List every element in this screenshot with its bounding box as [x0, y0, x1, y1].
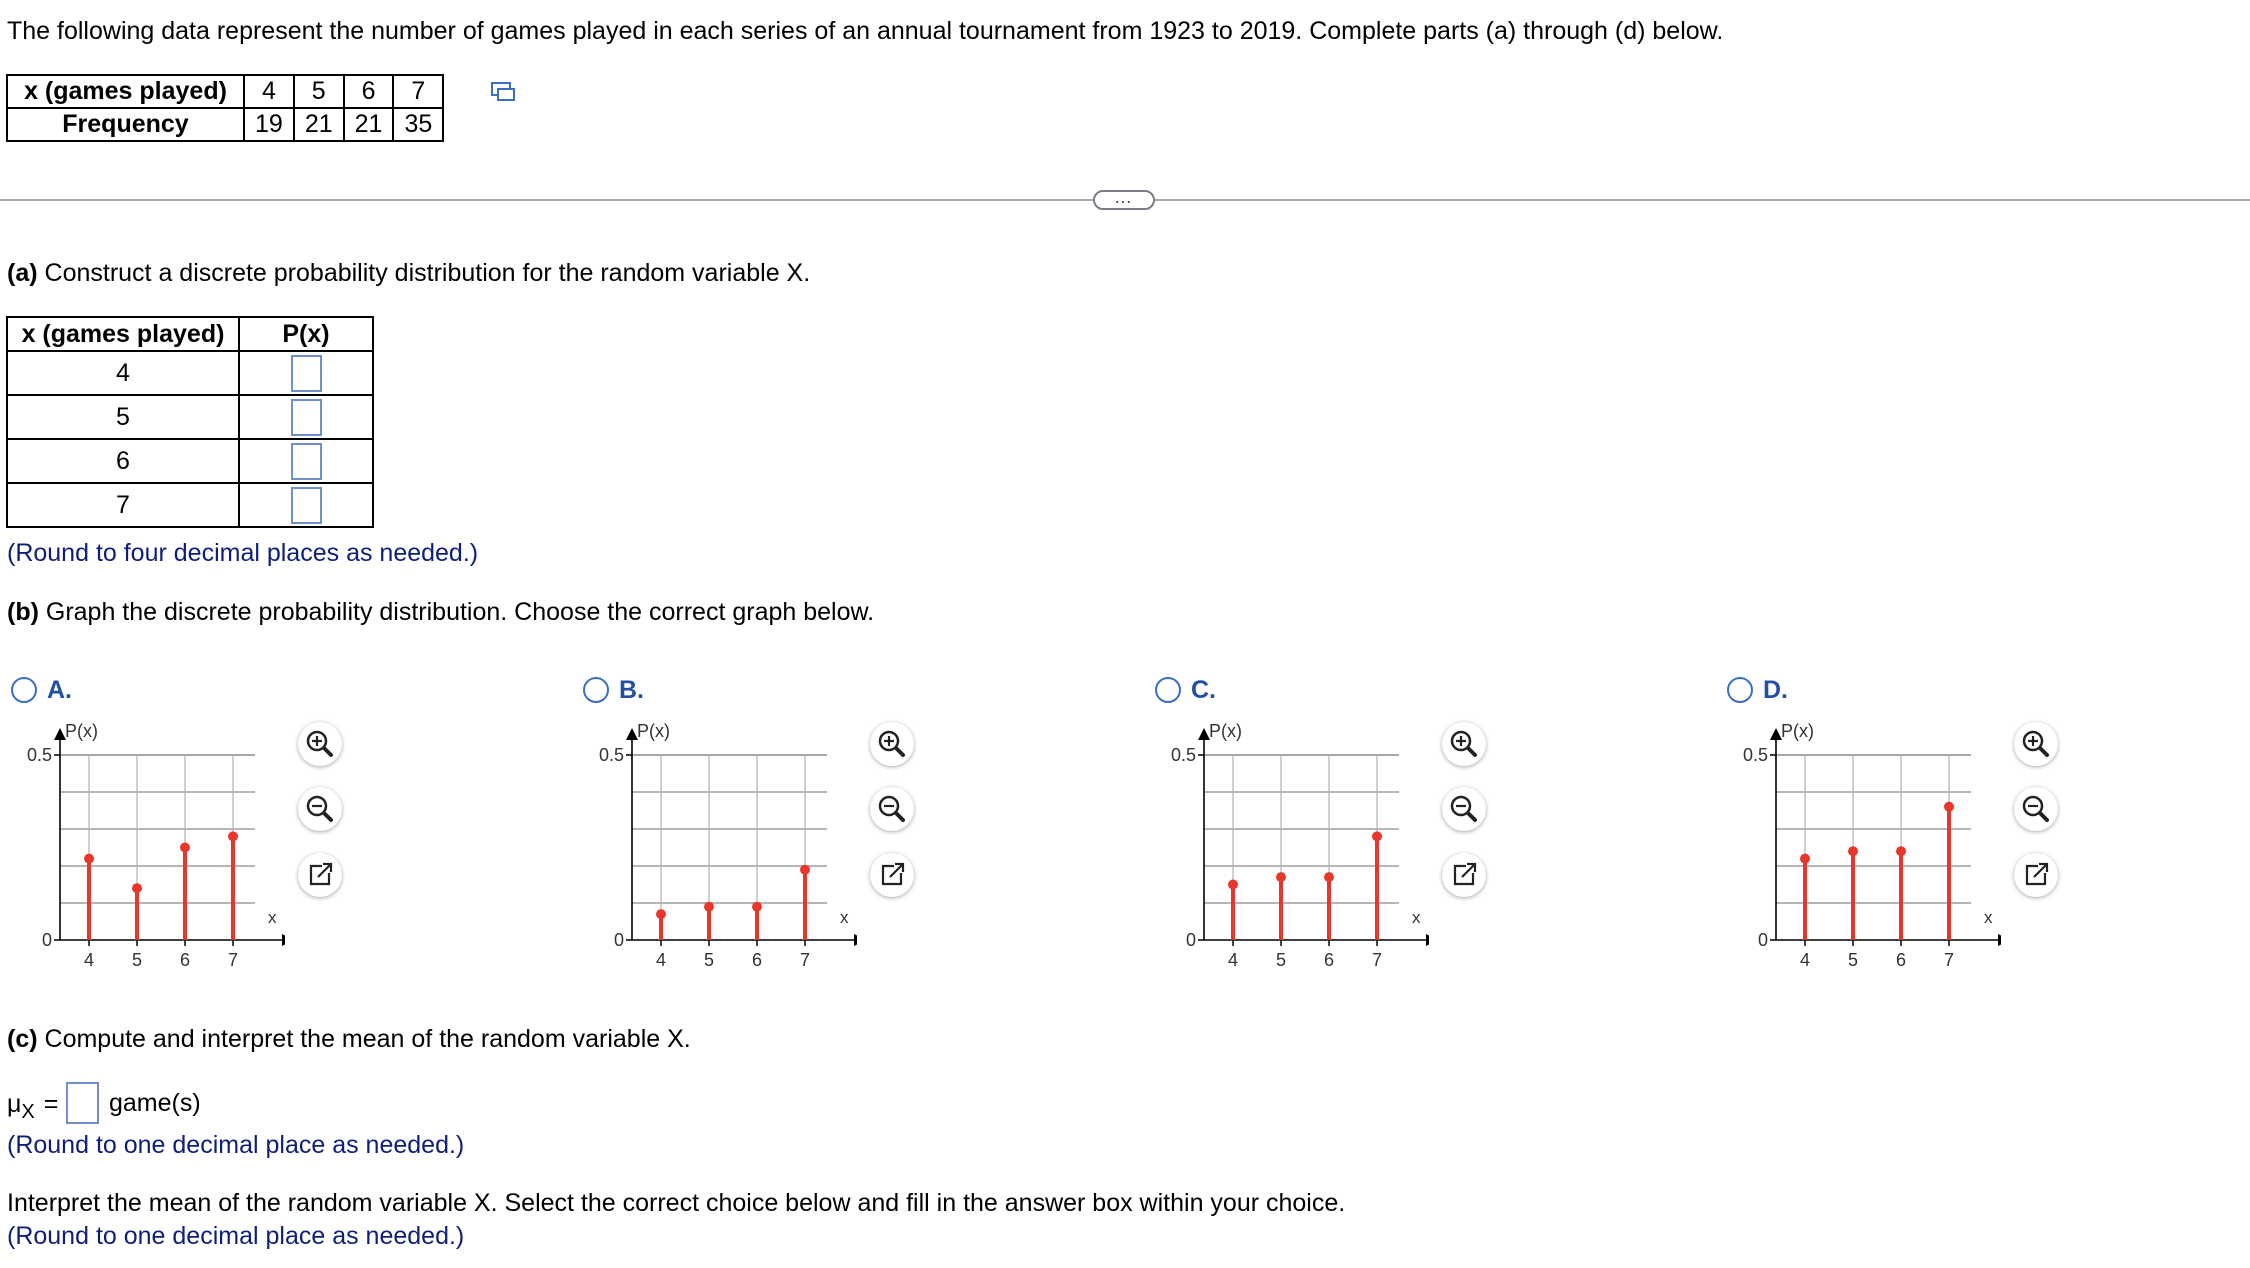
- option-label[interactable]: C.: [1191, 676, 1216, 704]
- open-in-new-window-icon-glyph: [2014, 853, 2058, 897]
- probability-graph: [15, 710, 285, 970]
- part-a-prompt: [7, 258, 810, 288]
- col-header-px: P(x): [239, 317, 373, 351]
- zoom-in-icon[interactable]: [870, 722, 914, 766]
- probability-point: [1324, 872, 1334, 882]
- option-label[interactable]: B.: [619, 676, 644, 704]
- part-a-text: Construct a discrete probability distribution for the random variable X.: [44, 259, 811, 287]
- x-tick-label: 7: [799, 950, 811, 970]
- x-value: 6: [344, 75, 394, 108]
- probability-point: [132, 883, 142, 893]
- zoom-out-icon[interactable]: [870, 787, 914, 831]
- y-tick-label: 0.5: [598, 745, 624, 765]
- x-tick-label: 6: [751, 950, 763, 970]
- x-tick-label: 4: [83, 950, 95, 970]
- open-in-new-window-icon[interactable]: [2014, 853, 2058, 897]
- magnifier-handle: [896, 813, 903, 820]
- more-button[interactable]: …: [1093, 190, 1155, 210]
- open-in-new-window-icon-glyph: [1442, 853, 1486, 897]
- copy-data-icon[interactable]: [490, 80, 516, 104]
- frequency-value: 21: [344, 108, 394, 141]
- mean-answer-input[interactable]: [66, 1082, 99, 1124]
- zoom-in-icon[interactable]: [2014, 722, 2058, 766]
- mu-subscript: X: [21, 1101, 35, 1123]
- part-b-label: (b): [7, 598, 39, 626]
- probability-point: [1944, 802, 1954, 812]
- x-tick-label: 6: [1323, 950, 1335, 970]
- px-answer-input[interactable]: [291, 399, 322, 436]
- frequency-value: 21: [294, 108, 344, 141]
- x-tick-label: 7: [1943, 950, 1955, 970]
- part-c-text: Compute and interpret the mean of the random variable X.: [44, 1025, 691, 1053]
- x-tick-label: 5: [131, 950, 143, 970]
- x-axis-arrow: [1998, 934, 2001, 946]
- x-tick-label: 4: [655, 950, 667, 970]
- y-tick-label: 0: [613, 930, 624, 950]
- zoom-in-icon[interactable]: [1442, 722, 1486, 766]
- rounding-note-a: (Round to four decimal places as needed.): [7, 539, 479, 567]
- y-tick-label: 0.5: [1742, 745, 1768, 765]
- interpret-prompt: Interpret the mean of the random variable X. Select the correct choice below and fill in the answer box within your choice.: [7, 1189, 1346, 1217]
- row-label-x: x (games played): [7, 75, 244, 108]
- part-b-prompt: [7, 597, 874, 627]
- part-b-text: Graph the discrete probability distribution. Choose the correct graph below.: [45, 598, 875, 626]
- x-value: 5: [294, 75, 344, 108]
- x-value: 4: [244, 75, 294, 108]
- part-a-label: (a): [7, 259, 38, 287]
- probability-point: [1848, 846, 1858, 856]
- x-row-value: 7: [7, 483, 239, 527]
- option-radio[interactable]: [1155, 677, 1181, 703]
- px-cell: [239, 439, 373, 483]
- y-tick-label: 0: [1757, 930, 1768, 950]
- probability-point: [1896, 846, 1906, 856]
- equals-sign: =: [43, 1090, 59, 1118]
- x-row-value: 4: [7, 351, 239, 395]
- x-tick-label: 5: [1847, 950, 1859, 970]
- zoom-out-icon[interactable]: [2014, 787, 2058, 831]
- x-tick-label: 5: [703, 950, 715, 970]
- zoom-out-icon[interactable]: [298, 787, 342, 831]
- probability-point: [180, 843, 190, 853]
- magnifier-handle: [896, 748, 903, 755]
- rounding-note-interpret: (Round to one decimal place as needed.): [7, 1222, 465, 1250]
- zoom-in-icon-glyph: [870, 722, 914, 766]
- px-answer-input[interactable]: [291, 443, 322, 480]
- zoom-in-icon[interactable]: [298, 722, 342, 766]
- probability-table: [6, 316, 374, 528]
- open-in-new-window-icon[interactable]: [870, 853, 914, 897]
- rounding-note-c: (Round to one decimal place as needed.): [7, 1131, 465, 1159]
- row-label-frequency: Frequency: [7, 108, 244, 141]
- y-tick-label: 0.5: [26, 745, 52, 765]
- open-in-new-window-icon-glyph: [870, 853, 914, 897]
- probability-point: [752, 902, 762, 912]
- probability-point: [704, 902, 714, 912]
- probability-point: [656, 909, 666, 919]
- x-row-value: 5: [7, 395, 239, 439]
- magnifier-handle: [324, 813, 331, 820]
- px-cell: [239, 351, 373, 395]
- x-axis-label: x: [1412, 908, 1421, 927]
- probability-point: [800, 865, 810, 875]
- option-label[interactable]: A.: [47, 676, 72, 704]
- col-header-x: x (games played): [7, 317, 239, 351]
- probability-point: [1228, 880, 1238, 890]
- problem-intro: The following data represent the number of games played in each series of an annual tournament from 1923 to 2019. Complete parts (a) through (d) below.: [7, 17, 1724, 45]
- mu-symbol: μ: [7, 1090, 22, 1118]
- px-answer-input[interactable]: [291, 487, 322, 524]
- x-tick-label: 6: [179, 950, 191, 970]
- x-tick-label: 7: [1371, 950, 1383, 970]
- open-in-new-window-icon[interactable]: [1442, 853, 1486, 897]
- x-row-value: 6: [7, 439, 239, 483]
- open-in-new-window-icon-glyph: [298, 853, 342, 897]
- y-tick-label: 0: [1185, 930, 1196, 950]
- zoom-out-icon-glyph: [298, 787, 342, 831]
- y-axis-label: P(x): [1781, 721, 1814, 741]
- x-tick-label: 4: [1799, 950, 1811, 970]
- mean-formula: [7, 1089, 58, 1127]
- zoom-in-icon-glyph: [2014, 722, 2058, 766]
- probability-graph: [1159, 710, 1429, 970]
- x-tick-label: 4: [1227, 950, 1239, 970]
- part-c-prompt: [7, 1024, 691, 1054]
- magnifier-handle: [1468, 748, 1475, 755]
- option-radio[interactable]: [11, 677, 37, 703]
- x-axis-arrow: [282, 934, 285, 946]
- x-axis-arrow: [1426, 934, 1429, 946]
- px-cell: [239, 395, 373, 439]
- probability-graph: [587, 710, 857, 970]
- option-radio[interactable]: [583, 677, 609, 703]
- frequency-value: 35: [393, 108, 443, 141]
- zoom-in-icon-glyph: [298, 722, 342, 766]
- probability-point: [1800, 854, 1810, 864]
- x-tick-label: 6: [1895, 950, 1907, 970]
- px-answer-input[interactable]: [291, 355, 322, 392]
- px-cell: [239, 483, 373, 527]
- probability-point: [84, 854, 94, 864]
- part-c-label: (c): [7, 1025, 38, 1053]
- probability-point: [1276, 872, 1286, 882]
- y-tick-label: 0: [41, 930, 52, 950]
- zoom-out-icon-glyph: [2014, 787, 2058, 831]
- zoom-out-icon-glyph: [1442, 787, 1486, 831]
- x-axis-label: x: [1984, 908, 1993, 927]
- probability-point: [228, 831, 238, 841]
- zoom-out-icon-glyph: [870, 787, 914, 831]
- mean-unit: game(s): [109, 1089, 201, 1117]
- y-axis-label: P(x): [637, 721, 670, 741]
- y-tick-label: 0.5: [1170, 745, 1196, 765]
- magnifier-handle: [2040, 748, 2047, 755]
- option-label[interactable]: D.: [1763, 676, 1788, 704]
- magnifier-handle: [324, 748, 331, 755]
- y-axis-label: P(x): [65, 721, 98, 741]
- probability-graph: [1731, 710, 2001, 970]
- x-axis-arrow: [854, 934, 857, 946]
- open-in-new-window-icon[interactable]: [298, 853, 342, 897]
- probability-point: [1372, 831, 1382, 841]
- zoom-in-icon-glyph: [1442, 722, 1486, 766]
- x-tick-label: 5: [1275, 950, 1287, 970]
- x-axis-label: x: [268, 908, 277, 927]
- x-value: 7: [393, 75, 443, 108]
- x-axis-label: x: [840, 908, 849, 927]
- magnifier-handle: [1468, 813, 1475, 820]
- y-axis-label: P(x): [1209, 721, 1242, 741]
- x-tick-label: 7: [227, 950, 239, 970]
- data-table: [6, 74, 444, 142]
- zoom-out-icon[interactable]: [1442, 787, 1486, 831]
- frequency-value: 19: [244, 108, 294, 141]
- magnifier-handle: [2040, 813, 2047, 820]
- option-radio[interactable]: [1727, 677, 1753, 703]
